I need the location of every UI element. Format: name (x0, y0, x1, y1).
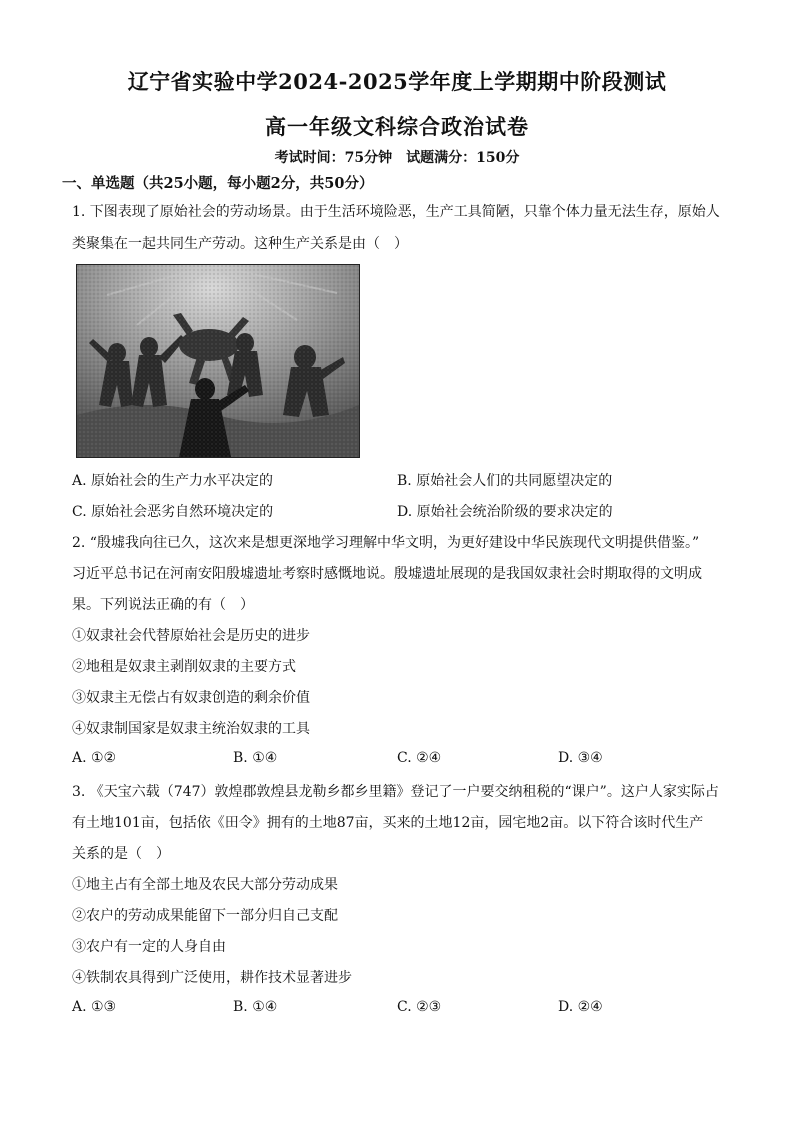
primitive-labor-illustration (76, 264, 360, 458)
q2-option-c: C. ②④ (397, 750, 442, 766)
section-heading: 一、单选题（共25小题，每小题2分，共50分） (62, 175, 374, 192)
q2-stem-line-1: 2. “殷墟我向往已久，这次来是想更深地学习理解中华文明，为更好建设中华民族现代文明提供借鉴。” (72, 535, 700, 551)
q3-option-b: B. ①④ (233, 999, 278, 1015)
q3-stem-line-2: 有土地101亩，包括依《田令》拥有的土地87亩，买来的土地12亩，园宅地2亩。以下符合该时代生产 (72, 815, 704, 831)
q3-stem-line-1: 3. 《天宝六载（747）敦煌郡敦煌县龙勒乡都乡里籍》登记了一户要交纳租税的“课户”。这户人家实际占 (72, 784, 719, 800)
q1-option-a: A. 原始社会的生产力水平决定的 (72, 473, 274, 489)
q3-stem-line-3: 关系的是（ ） (72, 846, 170, 862)
q1-option-d: D. 原始社会统治阶级的要求决定的 (397, 504, 613, 520)
q2-item-2: ②地租是奴隶主剥削奴隶的主要方式 (72, 659, 296, 675)
exam-title: 辽宁省实验中学2024-2025学年度上学期期中阶段测试 (127, 69, 667, 94)
q3-option-a: A. ①③ (72, 999, 117, 1015)
q2-stem-line-2: 习近平总书记在河南安阳殷墟遗址考察时感慨地说。殷墟遗址展现的是我国奴隶社会时期取得的文明成 (72, 566, 702, 582)
exam-subtitle: 高一年级文科综合政治试卷 (265, 114, 529, 139)
q1-option-b: B. 原始社会人们的共同愿望决定的 (397, 473, 613, 489)
q3-item-1: ①地主占有全部土地及农民大部分劳动成果 (72, 877, 338, 893)
q1-option-c: C. 原始社会恶劣自然环境决定的 (72, 504, 274, 520)
q3-item-2: ②农户的劳动成果能留下一部分归自己支配 (72, 908, 338, 924)
q1-stem-line-1: 1. 下图表现了原始社会的劳动场景。由于生活环境险恶，生产工具简陋，只靠个体力量无法生存，原始人 (72, 204, 720, 220)
q2-option-d: D. ③④ (558, 750, 603, 766)
q2-option-a: A. ①② (72, 750, 117, 766)
q2-option-b: B. ①④ (233, 750, 278, 766)
q2-item-4: ④奴隶制国家是奴隶主统治奴隶的工具 (72, 721, 310, 737)
exam-info: 考试时间：75分钟 试题满分：150分 (274, 150, 520, 166)
q3-option-c: C. ②③ (397, 999, 442, 1015)
q3-option-d: D. ②④ (558, 999, 603, 1015)
q1-stem-line-2: 类聚集在一起共同生产劳动。这种生产关系是由（ ） (72, 236, 408, 252)
q3-item-3: ③农户有一定的人身自由 (72, 939, 226, 955)
q2-stem-line-3: 果。下列说法正确的有（ ） (72, 597, 254, 613)
q2-item-1: ①奴隶社会代替原始社会是历史的进步 (72, 628, 310, 644)
q3-item-4: ④铁制农具得到广泛使用，耕作技术显著进步 (72, 970, 352, 986)
hunting-scene-image (77, 265, 359, 457)
q2-item-3: ③奴隶主无偿占有奴隶创造的剩余价值 (72, 690, 310, 706)
